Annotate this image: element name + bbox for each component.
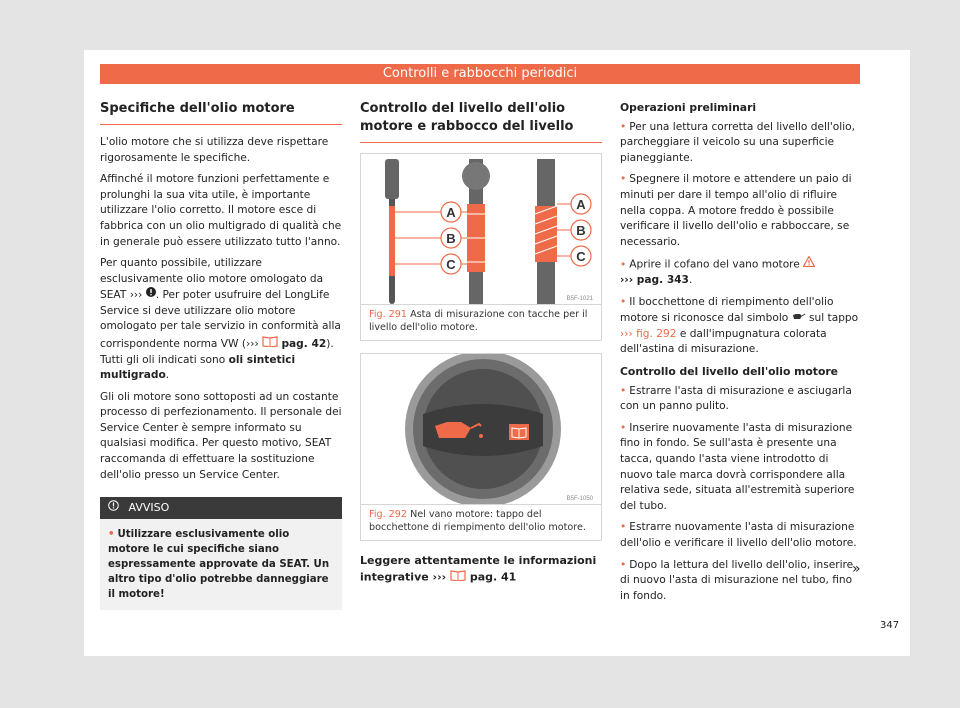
figure-code: B5F-1050 — [566, 496, 593, 503]
figure-caption: Fig. 291 Asta di misurazione con tacche per il livello dell'olio motore. — [361, 304, 601, 340]
column-oil-check — [360, 100, 602, 590]
paragraph: Gli oli motore sono sottoposti ad un costante processo di perfezionamento. Il personale dei Service Center è sempre informato su qualsiasi modifica. Per questo motivo, SEAT raccomanda di effettuare la sostituzione dell'olio presso un Service Center. — [100, 390, 342, 481]
warning-text: • Utilizzare esclusivamente olio motore le cui specifiche siano espressamente approvate da SEAT. Un altro tipo d'olio potrebbe danneggiare il motore! — [108, 529, 330, 601]
fig-label-c: C — [446, 257, 456, 272]
list-item: • Inserire nuovamente l'asta di misurazione fino in fondo. Se sull'asta è presente una tacca, quando l'asta viene introdotto di nuovo tale marca dovrà corrispondere alla relativa sede, situata all'estremità superiore del tubo. — [620, 421, 855, 512]
page-ref-link[interactable]: pag. 42 — [281, 337, 327, 350]
manual-book-icon — [509, 424, 529, 440]
figure-ref-link[interactable]: ››› fig. 292 — [620, 327, 677, 340]
fig-label-a: A — [576, 197, 586, 212]
warning-triangle-icon — [803, 256, 815, 273]
fig-label-b: B — [446, 231, 456, 246]
bullet-dot-icon: • — [620, 258, 627, 271]
page-ref-link[interactable]: pag. 41 — [469, 570, 517, 584]
column-procedure — [620, 100, 860, 610]
bullet-dot-icon: • — [620, 173, 627, 186]
warning-label: AVVISO — [128, 501, 170, 515]
paragraph: Per quanto possibile, utilizzare esclusivamente olio motore omologato da SEAT ››› . Per poter usufruire del LongLife Service si deve utilizzare olio motore omologato per tale servizio in conformità alla corrispondente norma VW (››› pag. 42). Tutti gli oli indicati sono oli sintetici multigrado. — [100, 257, 341, 382]
figure-number: Fig. 291 — [369, 309, 407, 320]
bullet-dot-icon: • — [620, 421, 627, 434]
paragraph: L'olio motore che si utilizza deve rispettare rigorosamente le specifiche. — [100, 136, 329, 164]
list-item: • Dopo la lettura del livello dell'olio, inserire di nuovo l'asta di misurazione nel tubo, fino in fondo. — [620, 558, 854, 602]
list-item: • Estrarre l'asta di misurazione e asciugarla con un panno pulito. — [620, 384, 852, 413]
list-item: • Il bocchettone di riempimento dell'olio motore si riconosce dal simbolo sul tappo ››› fig. 292 e dall'impugnatura colorata dell'astina di misurazione. — [620, 295, 859, 356]
warning-circle-icon — [108, 497, 119, 519]
warning-circle-icon — [146, 287, 156, 303]
list-item: • Per una lettura corretta del livello dell'olio, parcheggiare il veicolo su una superficie pianeggiante. — [620, 120, 855, 164]
read-note: Leggere attentamente le informazioni integrative ››› pag. 41 — [360, 553, 602, 586]
column-specifications — [100, 100, 342, 610]
list-item: • Aprire il cofano del vano motore ››› pag. 343. — [620, 256, 860, 288]
fig-label-c: C — [576, 249, 586, 264]
section-title-oil-check: Controllo del livello dell'olio motore e rabbocco del livello — [360, 100, 602, 143]
dipstick-illustration — [361, 154, 601, 304]
bullet-dot-icon: • — [620, 521, 627, 534]
paragraph: Affinché il motore funzioni perfettamente e prolunghi la sua vita utile, è importante utilizzare l'olio corretto. Il motore esce di fabbrica con un olio multigrado di qualità che in generale può essere utilizzato tutto l'anno. — [100, 173, 342, 248]
manual-book-icon — [262, 335, 278, 353]
oil-can-icon — [792, 310, 806, 326]
bullet-dot-icon: • — [620, 384, 627, 397]
subheading-preliminary: Operazioni preliminari — [620, 101, 757, 114]
manual-book-icon — [450, 569, 466, 586]
continue-mark: » — [852, 561, 861, 577]
figure-code: B5F-1021 — [566, 296, 593, 302]
bullet-dot-icon: • — [620, 558, 627, 571]
figure-291 — [360, 153, 602, 341]
page-ref-link[interactable]: ››› pag. 343 — [620, 274, 689, 287]
bullet-dot-icon: • — [620, 120, 627, 133]
fig-label-a: A — [446, 205, 456, 220]
list-item: • Estrarre nuovamente l'asta di misurazione dell'olio e verificare il livello dell'olio motore. — [620, 521, 857, 549]
fig-label-b: B — [576, 223, 586, 238]
warning-header — [100, 497, 342, 519]
figure-caption: Fig. 292 Nel vano motore: tappo del bocchettone di riempimento dell'olio motore. — [361, 504, 601, 540]
cross-ref-arrow[interactable]: ››› — [245, 337, 259, 350]
figure-number: Fig. 292 — [369, 509, 407, 521]
oil-cap-illustration — [361, 354, 601, 504]
page-number: 347 — [880, 620, 900, 631]
section-title-oil-specs: Specifiche dell'olio motore — [100, 100, 342, 125]
cross-ref-arrow[interactable]: ››› — [432, 570, 447, 584]
figure-292 — [360, 353, 602, 541]
list-item: • Spegnere il motore e attendere un paio di minuti per dare il tempo all'olio di rifluire nella coppa. A motore freddo è possibile verificare il livello dell'olio e rabboccare, se necessario. — [620, 173, 852, 248]
bullet-dot-icon: • — [620, 295, 627, 308]
bullet-dot-icon: • — [108, 529, 115, 541]
chapter-header: Controlli e rabbocchi periodici — [100, 64, 860, 84]
warning-box — [100, 497, 342, 610]
cross-ref-arrow[interactable]: ››› — [129, 289, 143, 302]
subheading-check: Controllo del livello dell'olio motore — [620, 365, 839, 378]
